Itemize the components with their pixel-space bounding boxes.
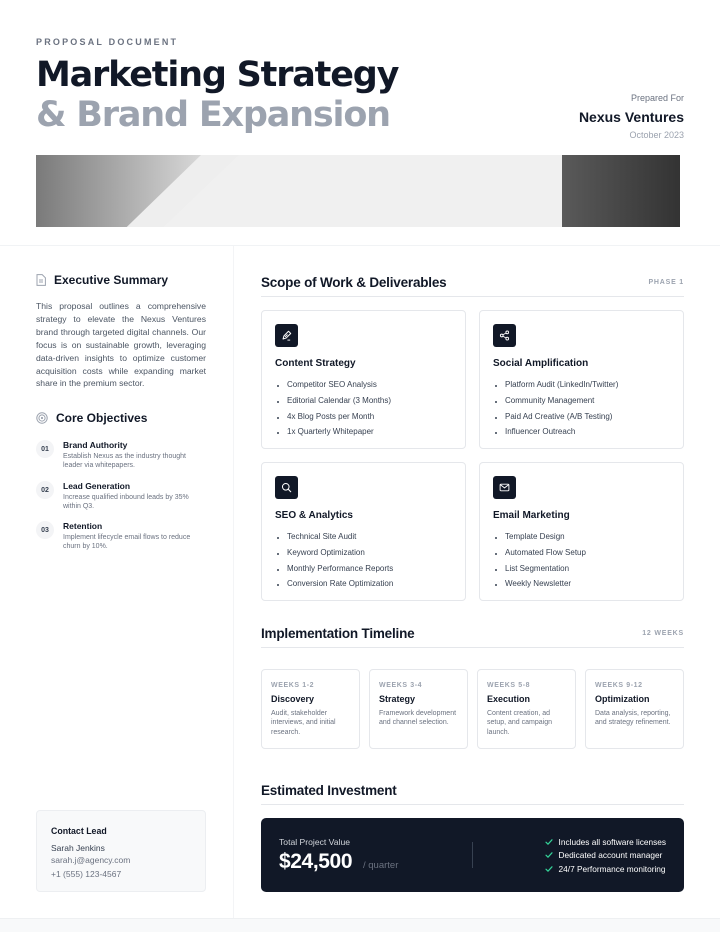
objectives-title: Core Objectives [56,411,148,425]
contact-email[interactable]: sarah.j@agency.com [51,855,131,865]
hero-banner-image [36,155,680,227]
summary-title: Executive Summary [54,273,169,287]
feature-item [545,835,666,849]
list-item: • Platform Audit (LinkedIn/Twitter) [505,377,618,393]
check-icon [545,865,553,873]
list-item: • 4x Blog Posts per Month [287,409,391,425]
deliverable-card-email-marketing [479,462,684,601]
list-item: • List Segmentation [505,561,586,577]
investment-divider [472,842,473,868]
document-header [36,37,684,147]
deliverable-card-seo-analytics [261,462,466,601]
objective-title: Lead Generation [63,481,131,491]
investment-title: Estimated Investment [261,783,397,798]
duration-tag: 12 WEEKS [642,630,684,637]
deliverable-card-social-amplification [479,310,684,449]
phase-name: Discovery [271,694,315,704]
scope-title: Scope of Work & Deliverables [261,275,447,290]
objective-number: 01 [36,440,54,458]
banner-dark-panel [562,155,680,227]
summary-text: This proposal outlines a comprehensive strategy to elevate the Nexus Ventures brand through targeted digital channels. Our focus is on sustainable growth, leveraging data-driven insights to optimize customer acquisition costs while expanding market share in the premium sector. [36,301,206,389]
target-icon [36,412,48,424]
phase-weeks: WEEKS 1-2 [271,682,315,689]
phase-weeks: WEEKS 9-12 [595,682,643,689]
phase-weeks: WEEKS 3-4 [379,682,423,689]
document-title: Marketing Strategy [36,55,399,95]
card-title: Social Amplification [493,358,589,369]
list-item: • Influencer Outreach [505,424,618,440]
list-item: • Conversion Rate Optimization [287,576,393,592]
phase-description: Content creation, ad setup, and campaign launch. [487,710,552,736]
document-eyebrow: PROPOSAL DOCUMENT [36,37,179,47]
check-icon [545,838,553,846]
client-name: Nexus Ventures [578,109,684,125]
search-icon [281,482,292,493]
contact-phone: +1 (555) 123-4567 [51,869,122,879]
document-subtitle: & Brand Expansion [36,95,390,135]
objective-title: Retention [63,521,103,531]
list-item: • Automated Flow Setup [505,545,586,561]
card-list [505,377,618,440]
contact-name: Sarah Jenkins [51,843,105,853]
list-item: • Keyword Optimization [287,545,393,561]
list-item: • Community Management [505,393,618,409]
objectives-heading [36,411,147,425]
investment-period: / quarter [363,860,399,871]
phase-description: Framework development and channel selection. [379,710,457,727]
card-icon-box [493,476,516,499]
timeline-heading [261,626,684,648]
card-list [287,529,393,592]
objective-description: Establish Nexus as the industry thought leader via whitepapers. [63,453,186,470]
investment-features [545,835,666,876]
pen-icon [281,330,292,341]
list-item: • Paid Ad Creative (A/B Testing) [505,409,618,425]
contact-card [36,810,206,892]
card-list [287,377,391,440]
card-icon-box [275,476,298,499]
card-icon-box [493,324,516,347]
list-item: • Competitor SEO Analysis [287,377,391,393]
document-icon [36,274,46,286]
feature-text: Dedicated account manager [558,850,663,861]
phase-weeks: WEEKS 5-8 [487,682,531,689]
objective-description: Implement lifecycle email flows to reduce churn by 10%. [63,534,191,551]
scope-heading [261,275,684,297]
timeline-phase [477,669,576,749]
timeline-phase [369,669,468,749]
banner-light-panel [126,155,596,227]
feature-item [545,862,666,876]
phase-name: Optimization [595,694,650,704]
column-divider [233,246,234,918]
investment-label: Total Project Value [279,837,351,847]
feature-text: 24/7 Performance monitoring [558,863,666,874]
deliverable-card-content-strategy [261,310,466,449]
phase-name: Execution [487,694,531,704]
mail-icon [499,482,510,493]
share-icon [499,330,510,341]
objective-title: Brand Authority [63,440,128,450]
list-item: • Weekly Newsletter [505,576,586,592]
page-footer-band [0,918,720,932]
contact-heading: Contact Lead [51,826,107,836]
summary-heading [36,273,206,287]
phase-name: Strategy [379,694,416,704]
list-item: • Editorial Calendar (3 Months) [287,393,391,409]
list-item: • Template Design [505,529,586,545]
executive-summary-section [36,273,206,390]
objective-number: 03 [36,521,54,539]
feature-text: Includes all software licenses [558,836,666,847]
card-list [505,529,586,592]
investment-heading [261,783,684,805]
objective-number: 02 [36,481,54,499]
card-icon-box [275,324,298,347]
prepared-for-block [579,93,684,140]
list-item: • Technical Site Audit [287,529,393,545]
timeline-phase [585,669,684,749]
investment-panel [261,818,684,892]
document-date: October 2023 [629,130,684,140]
phase-description: Audit, stakeholder interviews, and initial research. [271,710,336,736]
objective-description: Increase qualified inbound leads by 35% within Q3. [63,494,189,511]
header-divider [0,245,720,246]
list-item: • 1x Quarterly Whitepaper [287,424,391,440]
check-icon [545,851,553,859]
card-title: Email Marketing [493,510,570,521]
phase-tag: PHASE 1 [648,279,684,286]
card-title: SEO & Analytics [275,510,353,521]
list-item: • Monthly Performance Reports [287,561,393,577]
timeline-title: Implementation Timeline [261,626,415,641]
card-title: Content Strategy [275,358,356,369]
prepared-for-label: Prepared For [630,93,684,103]
timeline-phase [261,669,360,749]
phase-description: Data analysis, reporting, and strategy refinement. [595,710,671,727]
investment-value: $24,500 [279,850,353,873]
feature-item [545,849,666,863]
